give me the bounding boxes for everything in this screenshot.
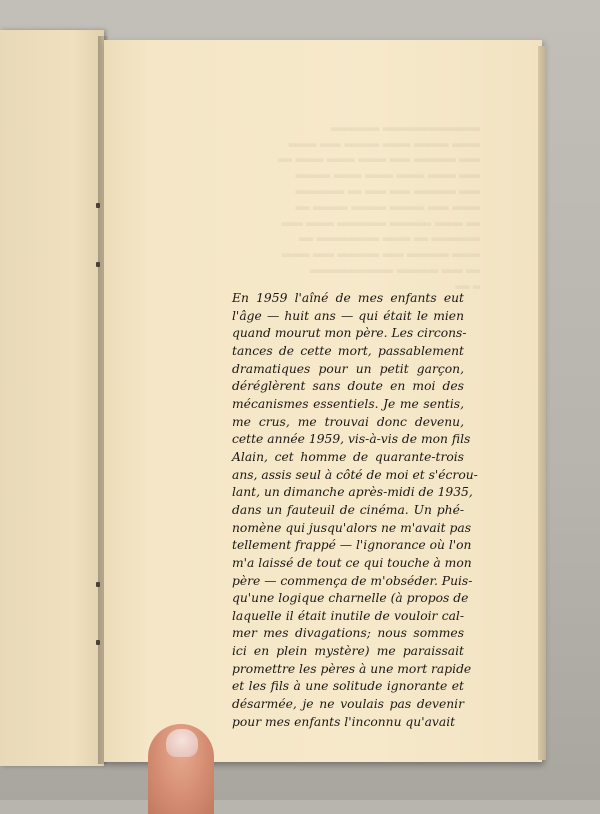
binding-stitch <box>96 262 100 267</box>
text-line: cette année 1959, vis-à-vis de mon fils <box>232 432 471 447</box>
text-line: mécanismes essentiels. Je me sentis, <box>232 396 464 411</box>
text-line: père — commença de m'obséder. Puis- <box>232 573 473 588</box>
text-line: l'âge — huit ans — qui était le mien <box>232 308 464 323</box>
text-line: pour mes enfants l'inconnu qu'avait <box>232 714 456 729</box>
text-line: déréglèrent sans doute en moi des <box>232 379 464 394</box>
text-line: me crus, me trouvai donc devenu, <box>232 414 464 429</box>
text-line: nomène qui jusqu'alors ne m'avait pas <box>232 520 472 535</box>
text-line: dans un fauteuil de cinéma. Un phé- <box>232 502 464 517</box>
text-line: ans, assis seul à côté de moi et s'écrou- <box>232 467 478 482</box>
text-line: tellement frappé — l'ignorance où l'on <box>232 538 472 553</box>
text-line: qu'une logique charnelle (à propos de <box>232 591 469 606</box>
left-page <box>0 30 104 766</box>
text-line: lant, un dimanche après-midi de 1935, <box>232 485 473 500</box>
text-line: ici en plein mystère) me paraissait <box>232 644 464 659</box>
body-text <box>232 290 478 731</box>
text-line: Alain, cet homme de quarante-trois <box>232 449 464 464</box>
text-line: mer mes divagations; nous sommes <box>232 626 464 641</box>
text-line: m'a laissé de tout ce qui touche à mon <box>232 555 472 570</box>
text-line: En 1959 l'aîné de mes enfants eut <box>232 291 464 305</box>
fingernail <box>166 729 198 757</box>
text-line: promettre les pères à une mort rapide <box>232 661 472 676</box>
text-line: désarmée, je ne voulais pas devenir <box>232 697 464 712</box>
binding-stitch <box>96 582 100 587</box>
text-line: et les fils à une solitude ignorante et <box>232 679 464 694</box>
text-line: tances de cette mort, passablement <box>232 343 464 358</box>
text-line: quand mourut mon père. Les circons- <box>232 326 467 341</box>
text-line: dramatiques pour un petit garçon, <box>232 361 464 376</box>
binding-stitch <box>96 203 100 208</box>
text-line: laquelle il était inutile de vouloir cal- <box>232 608 464 623</box>
page-edge <box>538 46 546 760</box>
binding-stitch <box>96 640 100 645</box>
show-through-text: ══════════════ ═══════ ════ ═════ ════ ═════ ═══ ════ ═══ ══════ ═══ ════ ════ ════ ══ ═══ ════ ════ ════ ════ ═════ ═══ ══════ ═══ ═══ ══ ═══════ ════ ═══ ═════ ═════ ═════ ══ ══ ════ ══════ ═══════ ════ ═══ ═══════ ══ ════ ═════════ ══ ════ ══════ ═══ ══════ ═══ ════ ══ ═══ ══════ ════════════ ═ ══ <box>278 121 480 294</box>
